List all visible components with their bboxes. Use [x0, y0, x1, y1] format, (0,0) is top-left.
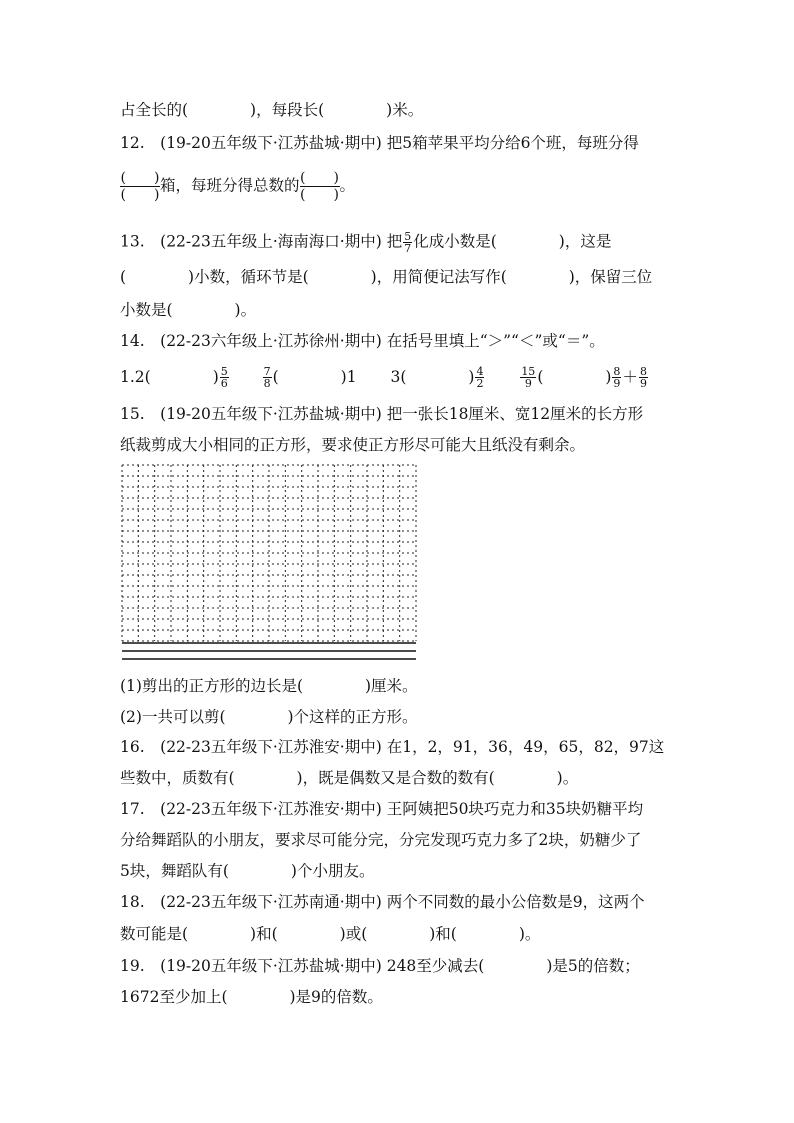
- question-13-line1: [120, 231, 611, 254]
- line-q11-end: 占全长的( )，每段长( )米。: [120, 101, 424, 119]
- question-15-line1: 15. (19-20五年级下·江苏盐城·期中) 把一张长18厘米、宽12厘米的长方形: [120, 405, 644, 423]
- dot-grid-paper: [120, 463, 418, 663]
- question-18-line2: 数可能是( )和( )或( )和( )。: [120, 925, 541, 943]
- compare-text: ( )1: [272, 367, 357, 386]
- question-14-comparisons: [120, 366, 649, 389]
- question-12-end: 。: [339, 176, 356, 195]
- compare-text: 3( ): [390, 367, 475, 386]
- blank-fraction[interactable]: [300, 170, 340, 203]
- fraction-numerator-blank: ( ): [120, 170, 160, 186]
- question-14-line1: 14. (22-23六年级上·江苏徐州·期中) 在括号里填上“＞”“＜”或“＝”。: [120, 332, 605, 350]
- plus-sign: ＋: [622, 367, 638, 386]
- compare-text: ( ): [537, 367, 612, 386]
- question-13-text: 化成小数是( )，这是: [413, 232, 612, 251]
- question-16-line1: 16. (22-23五年级下·江苏淮安·期中) 在1，2，91，36，49，65，82，97这: [120, 738, 665, 756]
- fraction-denominator: 9: [524, 377, 532, 390]
- question-17-line2: 分给舞蹈队的小朋友，要求尽可能分完，分完发现巧克力多了2块，奶糖少了: [120, 831, 642, 849]
- fraction: [220, 366, 229, 389]
- fraction-numerator: 4: [476, 365, 484, 378]
- question-19-line1: 19. (19-20五年级下·江苏盐城·期中) 248至少减去( )是5的倍数；: [120, 957, 640, 975]
- fraction: [612, 366, 621, 389]
- compare-4: [519, 365, 649, 390]
- question-12-line2: [120, 170, 355, 203]
- question-17-line1: 17. (22-23五年级下·江苏淮安·期中) 王阿姨把50块巧克力和35块奶糖平均: [120, 800, 644, 818]
- fraction: [263, 366, 272, 389]
- fraction-numerator: 15: [521, 365, 536, 378]
- fraction-numerator: 8: [613, 365, 621, 378]
- fraction: [475, 366, 484, 389]
- compare-text: 1.2( ): [120, 367, 219, 386]
- question-13-line2: ( )小数，循环节是( )，用简便记法写作( )，保留三位: [120, 268, 653, 286]
- fraction-denominator: 6: [220, 377, 228, 390]
- fraction-denominator: 8: [263, 377, 271, 390]
- fraction: [520, 366, 536, 389]
- question-13-line3: 小数是( )。: [120, 301, 257, 319]
- compare-2: [262, 365, 357, 390]
- question-15-sub2: (2)一共可以剪( )个这样的正方形。: [120, 708, 418, 726]
- compare-3: [390, 365, 485, 390]
- blank-fraction[interactable]: [120, 170, 160, 203]
- fraction: [639, 366, 648, 389]
- fraction-denominator: 2: [476, 377, 484, 390]
- question-12-line1: 12. (19-20五年级下·江苏盐城·期中) 把5箱苹果平均分给6个班，每班分得: [120, 134, 639, 152]
- question-15-sub1: (1)剪出的正方形的边长是( )厘米。: [120, 677, 418, 695]
- fraction-denominator: 9: [639, 377, 647, 390]
- question-19-line2: 1672至少加上( )是9的倍数。: [120, 988, 383, 1006]
- fraction: [403, 231, 412, 254]
- fraction-denominator: 7: [404, 242, 412, 255]
- question-12-text: 箱，每班分得总数的: [160, 176, 300, 195]
- fraction-denominator-blank: ( ): [300, 187, 339, 203]
- question-17-line3: 5块，舞蹈队有( )个小朋友。: [120, 862, 375, 880]
- question-13-text: 13. (22-23五年级上·海南海口·期中) 把: [120, 232, 403, 251]
- fraction-numerator: 8: [639, 365, 647, 378]
- fraction-denominator-blank: ( ): [120, 187, 160, 203]
- fraction-numerator: 7: [263, 365, 271, 378]
- fraction-denominator: 9: [613, 377, 621, 390]
- fraction-numerator-blank: ( ): [300, 170, 339, 186]
- question-18-line1: 18. (22-23五年级下·江苏南通·期中) 两个不同数的最小公倍数是9，这两个: [120, 893, 645, 911]
- question-16-line2: 些数中，质数有( )，既是偶数又是合数的数有( )。: [120, 769, 579, 787]
- compare-1: [120, 365, 230, 390]
- fraction-numerator: 5: [404, 230, 412, 243]
- fraction-numerator: 5: [220, 365, 228, 378]
- question-15-line2: 纸裁剪成大小相同的正方形，要求使正方形尽可能大且纸没有剩余。: [120, 436, 586, 454]
